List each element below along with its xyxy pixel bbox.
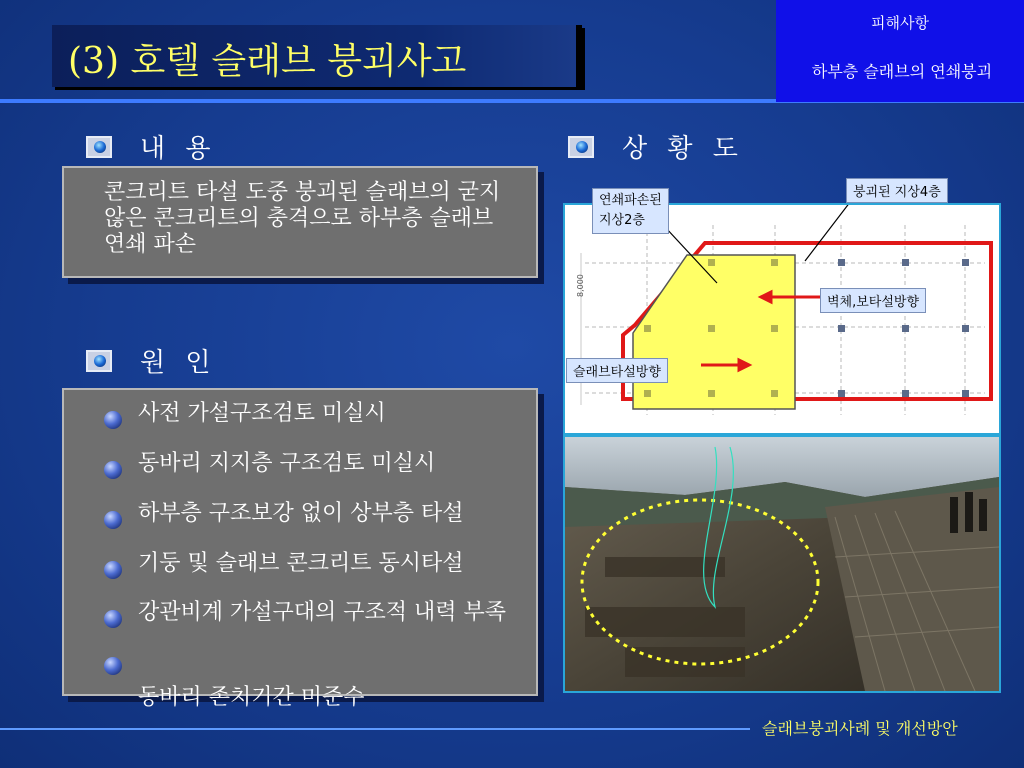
- site-photo-illustration: [565, 437, 999, 691]
- situation-section-label: 상 황 도: [622, 134, 744, 164]
- bullet-icon: [104, 461, 122, 479]
- cause-item: 동바리 지지층 구조검토 미실시: [138, 451, 436, 476]
- bullet-icon: [104, 511, 122, 529]
- content-section-label: 내 용: [140, 134, 217, 164]
- content-text: 콘크리트 타설 도중 붕괴된 슬래브의 굳지않은 콘크리트의 충격으로 하부층 슬래브 연쇄 파손: [104, 180, 501, 257]
- footer-divider: [0, 728, 750, 730]
- section-bullet-icon: [86, 136, 112, 158]
- damage-heading: 피해사항: [871, 14, 929, 32]
- bullet-icon: [104, 610, 122, 628]
- bullet-icon: [104, 561, 122, 579]
- cause-panel: [62, 388, 538, 696]
- site-photo: [563, 435, 1001, 693]
- callout-wall-direction: 벽체,보타설방향: [820, 288, 926, 313]
- section-bullet-icon: [568, 136, 594, 158]
- section-bullet-icon: [86, 350, 112, 372]
- cause-item: 동바리 존치기간 미준수: [138, 685, 365, 710]
- cause-item: 기둥 및 슬래브 콘크리트 동시타설: [138, 551, 464, 576]
- damage-body: 하부층 슬래브의 연쇄붕괴: [811, 62, 993, 81]
- plan-drawing: [565, 205, 999, 433]
- callout-slab-direction: 슬래브타설방향: [566, 358, 668, 383]
- cause-item: 강관비계 가설구대의 구조적 내력 부족: [138, 600, 507, 625]
- damage-box: [776, 0, 1024, 102]
- dimension-label: 8,000: [576, 274, 585, 297]
- cause-section-label: 원 인: [140, 348, 217, 378]
- bullet-icon: [104, 411, 122, 429]
- footer-text: 슬래브붕괴사례 및 개선방안: [762, 719, 958, 738]
- cause-item: 사전 가설구조검토 미실시: [138, 401, 386, 426]
- bullet-icon: [104, 657, 122, 675]
- cause-item: 하부층 구조보강 없이 상부층 타설: [138, 501, 464, 526]
- callout-collapsed-floor: 붕괴된 지상4층: [846, 178, 948, 203]
- title-banner: [52, 25, 582, 87]
- plan-diagram: [563, 203, 1001, 435]
- callout-chain-collapse: 연쇄파손된 지상2층: [592, 188, 669, 234]
- slide-title: (3) 호텔 슬래브 붕괴사고: [68, 41, 467, 82]
